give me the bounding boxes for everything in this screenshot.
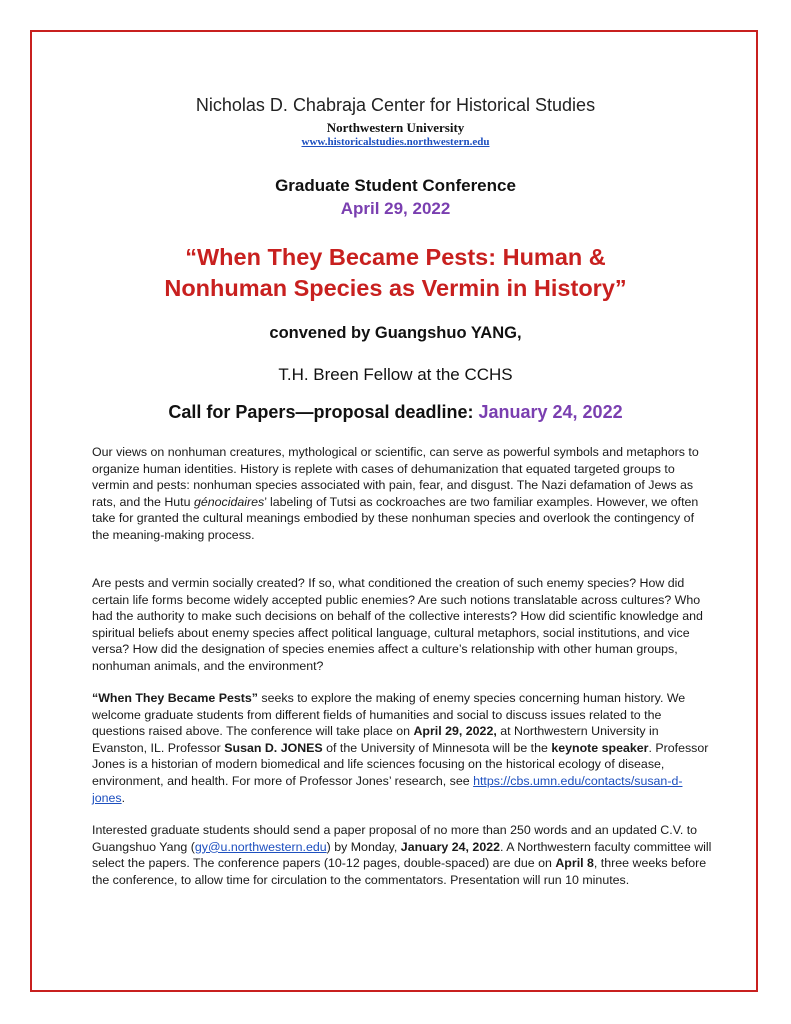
p4-text-b: ) by Monday, xyxy=(326,839,401,854)
title-line-2: Nonhuman Species as Vermin in History” xyxy=(164,275,627,301)
center-name: Nicholas D. Chabraja Center for Historical Studies xyxy=(195,95,596,115)
p4-text-d: , three weeks before the conference, to allow time for circulation to the commentators. Presentation will run 10 minutes. xyxy=(92,856,707,887)
p1-text: Our views on nonhuman creatures, mythological or scientific, can serve as powerful symbols and metaphors to organize human identities. History is replete with cases of dehumanization that equated targeted groups to vermin and pests: nonhuman species associated with pain, fear, and disgust. The Nazi defamation of Jews as rats, and the Hutu xyxy=(92,445,699,509)
p3-bold-title: “When They Became Pests” xyxy=(92,691,258,705)
cfp-deadline: January 24, 2022 xyxy=(478,402,623,422)
event-date: April 29, 2022 xyxy=(340,199,451,218)
p4-bold-due: April 8 xyxy=(555,856,594,871)
p1-text-end: ’ labeling of Tutsi as cockroaches are two familiar examples. However, we often take for granted the cultural meanings embodied by these nonhuman species and overlook the contingency of the meaning-making process. xyxy=(92,494,699,542)
paragraph-details xyxy=(92,690,712,806)
website-link[interactable]: www.historicalstudies.northwestern.edu xyxy=(301,136,490,148)
event-type: Graduate Student Conference xyxy=(275,176,516,195)
paragraph-questions xyxy=(92,575,712,675)
convener: convened by Guangshuo YANG, xyxy=(269,324,522,342)
p3-text-a: seeks to explore the making of enemy species concerning human history. We welcome graduate students from different fields of humanities and social to discuss issues related to the questions raised above. The conference will take place on xyxy=(92,691,686,739)
title-line-1: “When They Became Pests: Human & xyxy=(185,244,606,270)
p1-italic: génocidaires xyxy=(193,494,265,509)
conference-title xyxy=(0,242,791,304)
p3-text-c: of the University of Minnesota will be the xyxy=(322,740,552,755)
p4-text-a: Interested graduate students should send a paper proposal of no more than 250 words and an updated C.V. to Guangshuo Yang ( xyxy=(92,823,698,854)
p3-bold-keynote: keynote speaker xyxy=(551,740,649,755)
paragraph-submission xyxy=(92,822,712,888)
p3-bold-date: April 29, 2022, xyxy=(413,724,497,739)
call-for-papers xyxy=(0,402,791,423)
p3-bold-speaker: Susan D. JONES xyxy=(224,740,323,755)
paragraph-intro xyxy=(92,444,712,544)
speaker-profile-link[interactable]: https://cbs.umn.edu/contacts/susan-d-jones xyxy=(92,773,683,805)
email-link[interactable]: gy@u.northwestern.edu xyxy=(194,839,327,854)
p4-bold-deadline: January 24, 2022 xyxy=(400,839,500,854)
university-name: Northwestern University xyxy=(326,120,465,135)
fellow-title: T.H. Breen Fellow at the CCHS xyxy=(278,365,513,384)
p3-text-b: at Northwestern University in Evanston, IL. Professor xyxy=(92,724,659,755)
p2-text: Are pests and vermin socially created? If so, what conditioned the creation of such enemy species? How did certain life forms become widely accepted public enemies? Are such notions translatable across cultures? Who had the authority to make such decisions on behalf of the collective interests? How did scientific knowledge and spiritual beliefs about enemy species affect political language, cultural metaphors, social institutions, and vice versa? How did the designation of species enemies affect a culture’s relationship with other human groups, nonhuman animals, and the environment? xyxy=(92,576,703,673)
p4-text-c: . A Northwestern faculty committee will select the papers. The conference papers (10-12 pages, double-spaced) are due on xyxy=(92,839,712,871)
cfp-label: Call for Papers—proposal deadline: xyxy=(168,402,479,422)
p3-text-e: . xyxy=(121,790,126,805)
p3-text-d: . Professor Jones is a historian of modern biomedical and life sciences focusing on the historical ecology of disease, environment, and health. For more of Professor Jones’ research, see xyxy=(92,740,709,788)
